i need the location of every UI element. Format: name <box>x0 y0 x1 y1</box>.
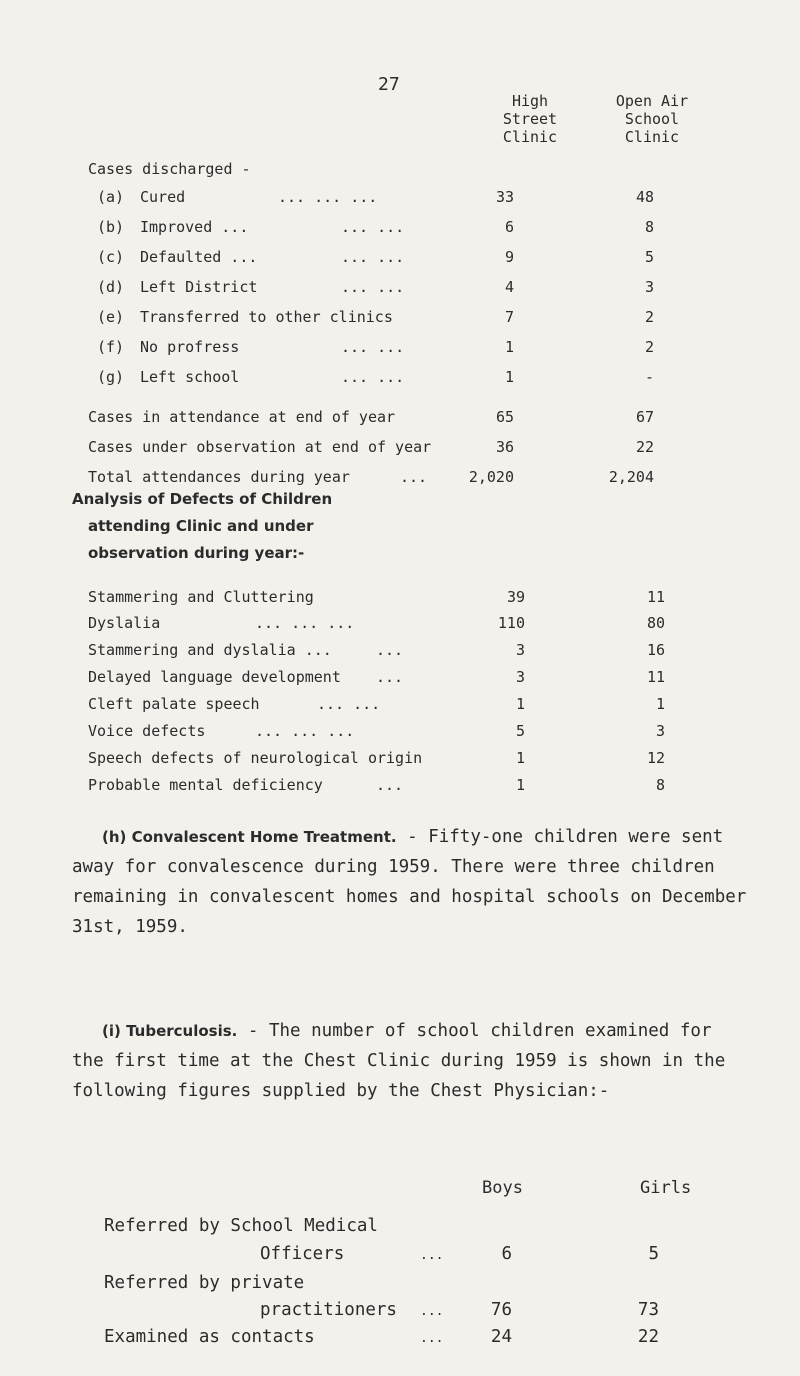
row-dots: ... ... <box>317 695 381 713</box>
row-dots: ... <box>376 668 404 686</box>
tb-row-label: Referred by private <box>104 1273 305 1293</box>
value-open-air: 3 <box>644 278 654 296</box>
table-row <box>0 749 800 773</box>
table-row <box>0 695 800 719</box>
value-high-street: 1 <box>515 776 525 794</box>
value-open-air: 5 <box>644 248 654 266</box>
table-row <box>0 188 800 212</box>
value-open-air: 67 <box>635 408 654 426</box>
table-row <box>0 588 800 612</box>
column-header-line: Open Air <box>615 92 689 110</box>
value-open-air: 11 <box>646 668 665 686</box>
value-girls: 22 <box>637 1327 659 1347</box>
table-row <box>0 668 800 692</box>
value-high-street: 1 <box>504 368 514 386</box>
value-high-street: 3 <box>515 641 525 659</box>
column-header-line: Clinic <box>624 128 680 146</box>
table-row <box>0 776 800 800</box>
table-row <box>0 248 800 272</box>
value-high-street: 4 <box>504 278 514 296</box>
table-row <box>0 438 800 462</box>
value-boys: 24 <box>490 1327 512 1347</box>
table-row <box>0 1244 800 1268</box>
column-header-open-air <box>600 92 704 146</box>
table-row <box>0 408 800 432</box>
column-header-line: School <box>624 110 680 128</box>
row-label: Stammering and dyslalia ... <box>88 641 332 659</box>
row-label: Delayed language development <box>88 668 341 686</box>
row-label: Speech defects of neurological origin <box>88 749 423 767</box>
row-letter: (a) <box>97 188 125 206</box>
table-row <box>0 1300 800 1324</box>
value-high-street: 110 <box>497 614 525 632</box>
value-girls: 5 <box>648 1244 659 1264</box>
tb-row-label: Referred by School Medical <box>104 1216 378 1236</box>
row-label: Officers <box>260 1244 345 1264</box>
row-letter: (f) <box>97 338 125 356</box>
page-number: 27 <box>378 74 400 95</box>
value-open-air: 12 <box>646 749 665 767</box>
value-high-street: 3 <box>515 668 525 686</box>
table-row <box>0 614 800 638</box>
column-header-line: High <box>511 92 549 110</box>
row-label: Transferred to other clinics <box>140 308 393 326</box>
analysis-heading-line: observation during year:- <box>88 544 305 562</box>
table-row <box>0 1327 800 1351</box>
row-label: Stammering and Cluttering <box>88 588 314 606</box>
value-open-air: 11 <box>646 588 665 606</box>
row-label: Cases in attendance at end of year <box>88 408 396 426</box>
value-high-street: 36 <box>495 438 514 456</box>
value-girls: 73 <box>637 1300 659 1320</box>
row-label: practitioners <box>260 1300 397 1320</box>
convalescent-title: (h) Convalescent Home Treatment. <box>102 828 397 846</box>
row-letter: (c) <box>97 248 125 266</box>
row-label: Cured <box>140 188 186 206</box>
tuberculosis-title: (i) Tuberculosis. <box>102 1022 238 1040</box>
value-high-street: 1 <box>515 695 525 713</box>
table-row <box>0 278 800 302</box>
value-high-street: 7 <box>504 308 514 326</box>
row-label: No profress <box>140 338 240 356</box>
row-dots: ... ... <box>341 248 405 266</box>
column-header-high-street <box>490 92 570 146</box>
row-dots: ... ... <box>341 278 405 296</box>
row-dots: ... <box>420 1304 444 1319</box>
value-high-street: 39 <box>506 588 525 606</box>
value-open-air: 8 <box>644 218 654 236</box>
table-row <box>0 641 800 665</box>
column-header-line: Clinic <box>502 128 558 146</box>
row-label: Left school <box>140 368 240 386</box>
row-letter: (e) <box>97 308 125 326</box>
value-high-street: 65 <box>495 408 514 426</box>
row-dots: ... <box>376 641 404 659</box>
value-high-street: 6 <box>504 218 514 236</box>
row-label: Improved ... <box>140 218 249 236</box>
value-high-street: 2,020 <box>468 468 514 486</box>
column-header-line: Street <box>502 110 558 128</box>
convalescent-paragraph <box>72 822 752 942</box>
value-open-air: 16 <box>646 641 665 659</box>
row-label: Cleft palate speech <box>88 695 260 713</box>
value-high-street: 33 <box>495 188 514 206</box>
value-open-air: - <box>644 368 654 386</box>
value-open-air: 1 <box>655 695 665 713</box>
analysis-heading-line: attending Clinic and under <box>88 517 314 535</box>
row-dots: ... ... <box>341 218 405 236</box>
row-label: Cases under observation at end of year <box>88 438 432 456</box>
value-high-street: 5 <box>515 722 525 740</box>
value-open-air: 22 <box>635 438 654 456</box>
row-letter: (d) <box>97 278 125 296</box>
value-open-air: 3 <box>655 722 665 740</box>
row-dots: ... <box>420 1331 444 1346</box>
row-label: Left District <box>140 278 258 296</box>
row-dots: ... ... ... <box>255 614 355 632</box>
row-label: Dyslalia <box>88 614 161 632</box>
analysis-heading-line: Analysis of Defects of Children <box>72 490 333 508</box>
value-open-air: 2 <box>644 308 654 326</box>
row-letter: (g) <box>97 368 125 386</box>
table-row <box>0 338 800 362</box>
value-high-street: 1 <box>504 338 514 356</box>
value-boys: 76 <box>490 1300 512 1320</box>
row-dots: ... ... ... <box>278 188 378 206</box>
column-header-boys: Boys <box>482 1178 523 1198</box>
column-header-girls: Girls <box>640 1178 692 1198</box>
value-high-street: 9 <box>504 248 514 266</box>
value-boys: 6 <box>501 1244 512 1264</box>
row-dots: ... ... <box>341 338 405 356</box>
row-dots: ... ... ... <box>255 722 355 740</box>
row-label: Defaulted ... <box>140 248 258 266</box>
table-row <box>0 308 800 332</box>
discharged-title: Cases discharged - <box>88 160 251 178</box>
value-open-air: 80 <box>646 614 665 632</box>
value-high-street: 1 <box>515 749 525 767</box>
row-label: Total attendances during year <box>88 468 350 486</box>
row-dots: ... <box>400 468 428 486</box>
row-label: Voice defects <box>88 722 206 740</box>
table-row <box>0 218 800 242</box>
row-dots: ... ... <box>341 368 405 386</box>
row-letter: (b) <box>97 218 125 236</box>
value-open-air: 8 <box>655 776 665 794</box>
value-open-air: 48 <box>635 188 654 206</box>
convalescent-text: - Fifty-one children were sent away for convalescence during 1959. There were three children remaining in convalescent homes and hospital schools on December 31st, 1959. <box>72 827 747 937</box>
row-dots: ... <box>376 776 404 794</box>
tuberculosis-paragraph <box>72 1016 752 1106</box>
row-dots: ... <box>420 1248 444 1263</box>
analysis-heading <box>72 486 332 567</box>
table-row <box>0 722 800 746</box>
row-label: Probable mental deficiency <box>88 776 323 794</box>
value-open-air: 2 <box>644 338 654 356</box>
table-row <box>0 368 800 392</box>
row-label: Examined as contacts <box>104 1327 315 1347</box>
value-open-air: 2,204 <box>608 468 654 486</box>
tuberculosis-text: - The number of school children examined for the first time at the Chest Clinic during 1959 is shown in the following figures supplied by the Chest Physician:- <box>72 1021 726 1101</box>
